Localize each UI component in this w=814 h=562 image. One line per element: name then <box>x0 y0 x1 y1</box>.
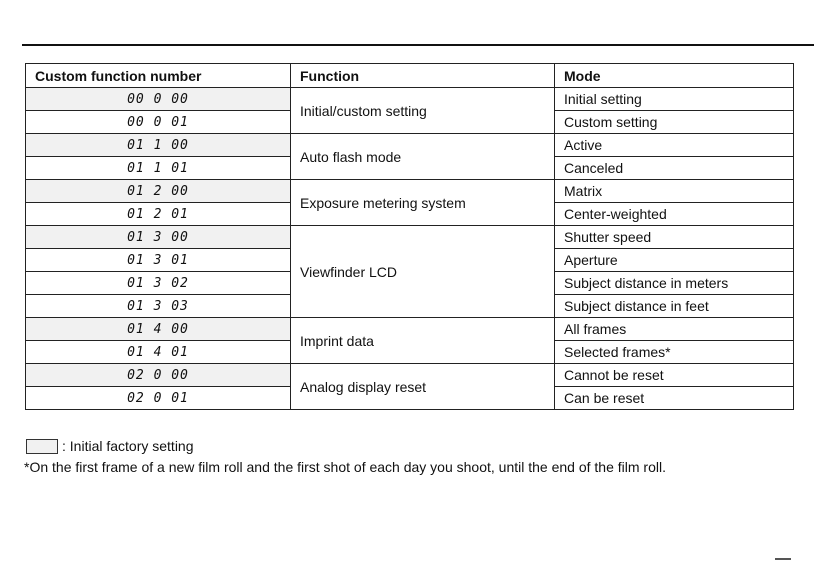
mode-cell: Selected frames* <box>555 341 794 364</box>
custom-function-code: 02 0 00 <box>26 364 291 387</box>
legend-text: : Initial factory setting <box>62 438 194 454</box>
legend <box>26 438 194 454</box>
footnote: *On the first frame of a new film roll and the first shot of each day you shoot, until the end of the film roll. <box>24 459 666 475</box>
custom-function-code: 01 2 00 <box>26 180 291 203</box>
table-row <box>26 318 794 341</box>
custom-function-code: 01 3 00 <box>26 226 291 249</box>
function-cell: Viewfinder LCD <box>291 226 555 318</box>
mode-cell: Cannot be reset <box>555 364 794 387</box>
page-corner-mark <box>775 558 791 560</box>
top-rule <box>22 44 814 46</box>
function-cell: Exposure metering system <box>291 180 555 226</box>
factory-setting-swatch <box>26 439 58 454</box>
table-header-row <box>26 64 794 88</box>
custom-function-code: 00 0 00 <box>26 88 291 111</box>
custom-function-code: 01 3 03 <box>26 295 291 318</box>
custom-function-table <box>25 63 794 410</box>
custom-function-code: 02 0 01 <box>26 387 291 410</box>
custom-function-code: 00 0 01 <box>26 111 291 134</box>
custom-function-code: 01 4 00 <box>26 318 291 341</box>
function-cell: Initial/custom setting <box>291 88 555 134</box>
table-row <box>26 134 794 157</box>
mode-cell: Can be reset <box>555 387 794 410</box>
mode-cell: Subject distance in meters <box>555 272 794 295</box>
table-row <box>26 364 794 387</box>
header-function: Function <box>291 64 555 88</box>
custom-function-code: 01 3 01 <box>26 249 291 272</box>
function-cell: Imprint data <box>291 318 555 364</box>
mode-cell: Custom setting <box>555 111 794 134</box>
mode-cell: Center-weighted <box>555 203 794 226</box>
mode-cell: Initial setting <box>555 88 794 111</box>
table-row <box>26 88 794 111</box>
custom-function-code: 01 2 01 <box>26 203 291 226</box>
mode-cell: Subject distance in feet <box>555 295 794 318</box>
function-cell: Auto flash mode <box>291 134 555 180</box>
custom-function-code: 01 4 01 <box>26 341 291 364</box>
mode-cell: Active <box>555 134 794 157</box>
custom-function-code: 01 3 02 <box>26 272 291 295</box>
custom-function-code: 01 1 01 <box>26 157 291 180</box>
mode-cell: Canceled <box>555 157 794 180</box>
function-cell: Analog display reset <box>291 364 555 410</box>
mode-cell: Matrix <box>555 180 794 203</box>
table-row <box>26 180 794 203</box>
mode-cell: Shutter speed <box>555 226 794 249</box>
header-mode: Mode <box>555 64 794 88</box>
header-custom-function-number: Custom function number <box>26 64 291 88</box>
table-row <box>26 226 794 249</box>
mode-cell: All frames <box>555 318 794 341</box>
mode-cell: Aperture <box>555 249 794 272</box>
custom-function-code: 01 1 00 <box>26 134 291 157</box>
